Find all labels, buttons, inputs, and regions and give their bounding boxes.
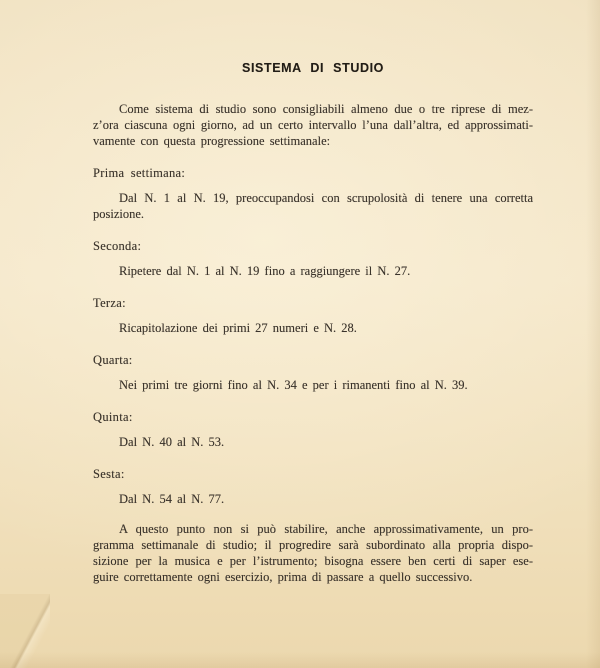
section-body-terza bbox=[93, 320, 533, 336]
section-body-prima bbox=[93, 190, 533, 222]
section-heading-terza: Terza: bbox=[93, 296, 126, 310]
section-body-seconda bbox=[93, 263, 533, 279]
page-bottom-shade bbox=[0, 652, 600, 668]
text-line: guire correttamente ogni esercizio, prima di passare a quello successivo. bbox=[93, 570, 473, 584]
section-heading-quarta: Quarta: bbox=[93, 353, 133, 367]
text-line: posizione. bbox=[93, 207, 145, 221]
book-spine-edge bbox=[0, 0, 10, 668]
text-line: Ripetere dal N. 1 al N. 19 fino a raggiungere il N. 27. bbox=[119, 264, 411, 278]
text-line: sizione per la musica e per l’istrumento; bisogna essere ben certi di saper ese- bbox=[93, 554, 533, 568]
page-right-shade bbox=[586, 0, 600, 668]
text-line: Dal N. 54 al N. 77. bbox=[119, 492, 225, 506]
text-line: gramma settimanale di studio; il progredire sarà subordinato alla propria dispo- bbox=[93, 538, 533, 552]
section-body-quarta bbox=[93, 377, 533, 393]
closing-paragraph bbox=[93, 521, 533, 585]
text-line: Nei primi tre giorni fino al N. 34 e per i rimanenti fino al N. 39. bbox=[119, 378, 468, 392]
text-line: Dal N. 40 al N. 53. bbox=[119, 435, 225, 449]
text-line: vamente con questa progressione settimanale: bbox=[93, 134, 331, 148]
section-body-sesta bbox=[93, 491, 533, 507]
intro-paragraph bbox=[93, 101, 533, 149]
section-heading-quinta: Quinta: bbox=[93, 410, 133, 424]
section-heading-prima: Prima settimana: bbox=[93, 166, 186, 180]
section-body-quinta bbox=[93, 434, 533, 450]
page-title: SISTEMA DI STUDIO bbox=[242, 61, 384, 75]
text-line: Ricapitolazione dei primi 27 numeri e N. 28. bbox=[119, 321, 357, 335]
text-line: Dal N. 1 al N. 19, preoccupandosi con scrupolosità di tenere una corretta bbox=[119, 191, 533, 205]
section-heading-seconda: Seconda: bbox=[93, 239, 142, 253]
text-line: z’ora ciascuna ogni giorno, ad un certo intervallo l’una dall’altra, ed approssimati- bbox=[93, 118, 533, 132]
text-line: Come sistema di studio sono consigliabili almeno due o tre riprese di mez- bbox=[119, 102, 533, 116]
section-heading-sesta: Sesta: bbox=[93, 467, 125, 481]
page-content bbox=[93, 0, 533, 585]
text-line: A questo punto non si può stabilire, anche approssimativamente, un pro- bbox=[119, 522, 533, 536]
